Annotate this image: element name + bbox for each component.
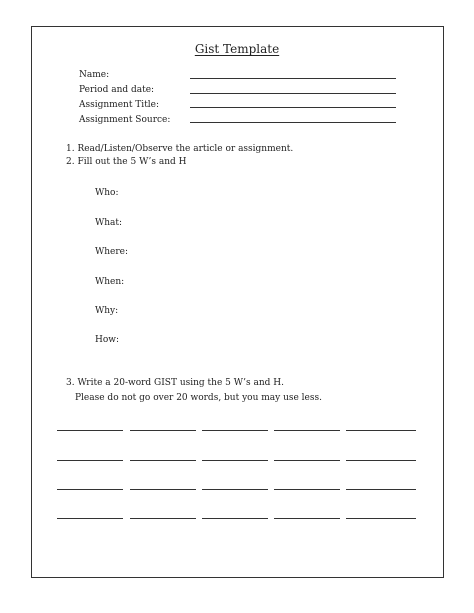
gist-word-blank[interactable]	[57, 489, 123, 490]
gist-word-blank[interactable]	[346, 518, 416, 519]
gist-word-blank[interactable]	[130, 518, 196, 519]
gist-word-blank[interactable]	[57, 460, 123, 461]
assignment-title-field[interactable]	[190, 107, 396, 108]
gist-word-blank[interactable]	[346, 430, 416, 431]
gist-word-blank[interactable]	[57, 518, 123, 519]
when-label: When:	[95, 277, 125, 287]
gist-word-blank[interactable]	[130, 460, 196, 461]
gist-word-blank[interactable]	[274, 460, 340, 461]
who-label: Who:	[95, 188, 119, 198]
name-field[interactable]	[190, 78, 396, 79]
instruction-step-1: 1. Read/Listen/Observe the article or assignment.	[66, 144, 294, 154]
page-title: Gist Template	[194, 42, 280, 56]
instruction-step-2: 2. Fill out the 5 W’s and H	[66, 157, 187, 167]
gist-word-blank[interactable]	[130, 489, 196, 490]
assignment-source-label: Assignment Source:	[79, 115, 171, 125]
gist-word-blank[interactable]	[274, 489, 340, 490]
name-label: Name:	[79, 70, 110, 80]
why-label: Why:	[95, 306, 119, 316]
how-label: How:	[95, 335, 120, 345]
gist-word-blank[interactable]	[57, 430, 123, 431]
what-label: What:	[95, 218, 123, 228]
where-label: Where:	[95, 247, 129, 257]
period-date-field[interactable]	[190, 93, 396, 94]
assignment-source-field[interactable]	[190, 122, 396, 123]
gist-word-blank[interactable]	[202, 518, 268, 519]
gist-word-blank[interactable]	[202, 489, 268, 490]
gist-word-blank[interactable]	[274, 518, 340, 519]
gist-word-blank[interactable]	[274, 430, 340, 431]
gist-word-blank[interactable]	[202, 460, 268, 461]
instruction-step-3: 3. Write a 20-word GIST using the 5 W’s and H.	[66, 378, 284, 388]
instruction-step-3-note: Please do not go over 20 words, but you may use less.	[75, 393, 322, 403]
gist-word-blank[interactable]	[346, 460, 416, 461]
assignment-title-label: Assignment Title:	[79, 100, 160, 110]
gist-word-blank[interactable]	[346, 489, 416, 490]
gist-word-blank[interactable]	[130, 430, 196, 431]
gist-word-blank[interactable]	[202, 430, 268, 431]
period-date-label: Period and date:	[79, 85, 155, 95]
